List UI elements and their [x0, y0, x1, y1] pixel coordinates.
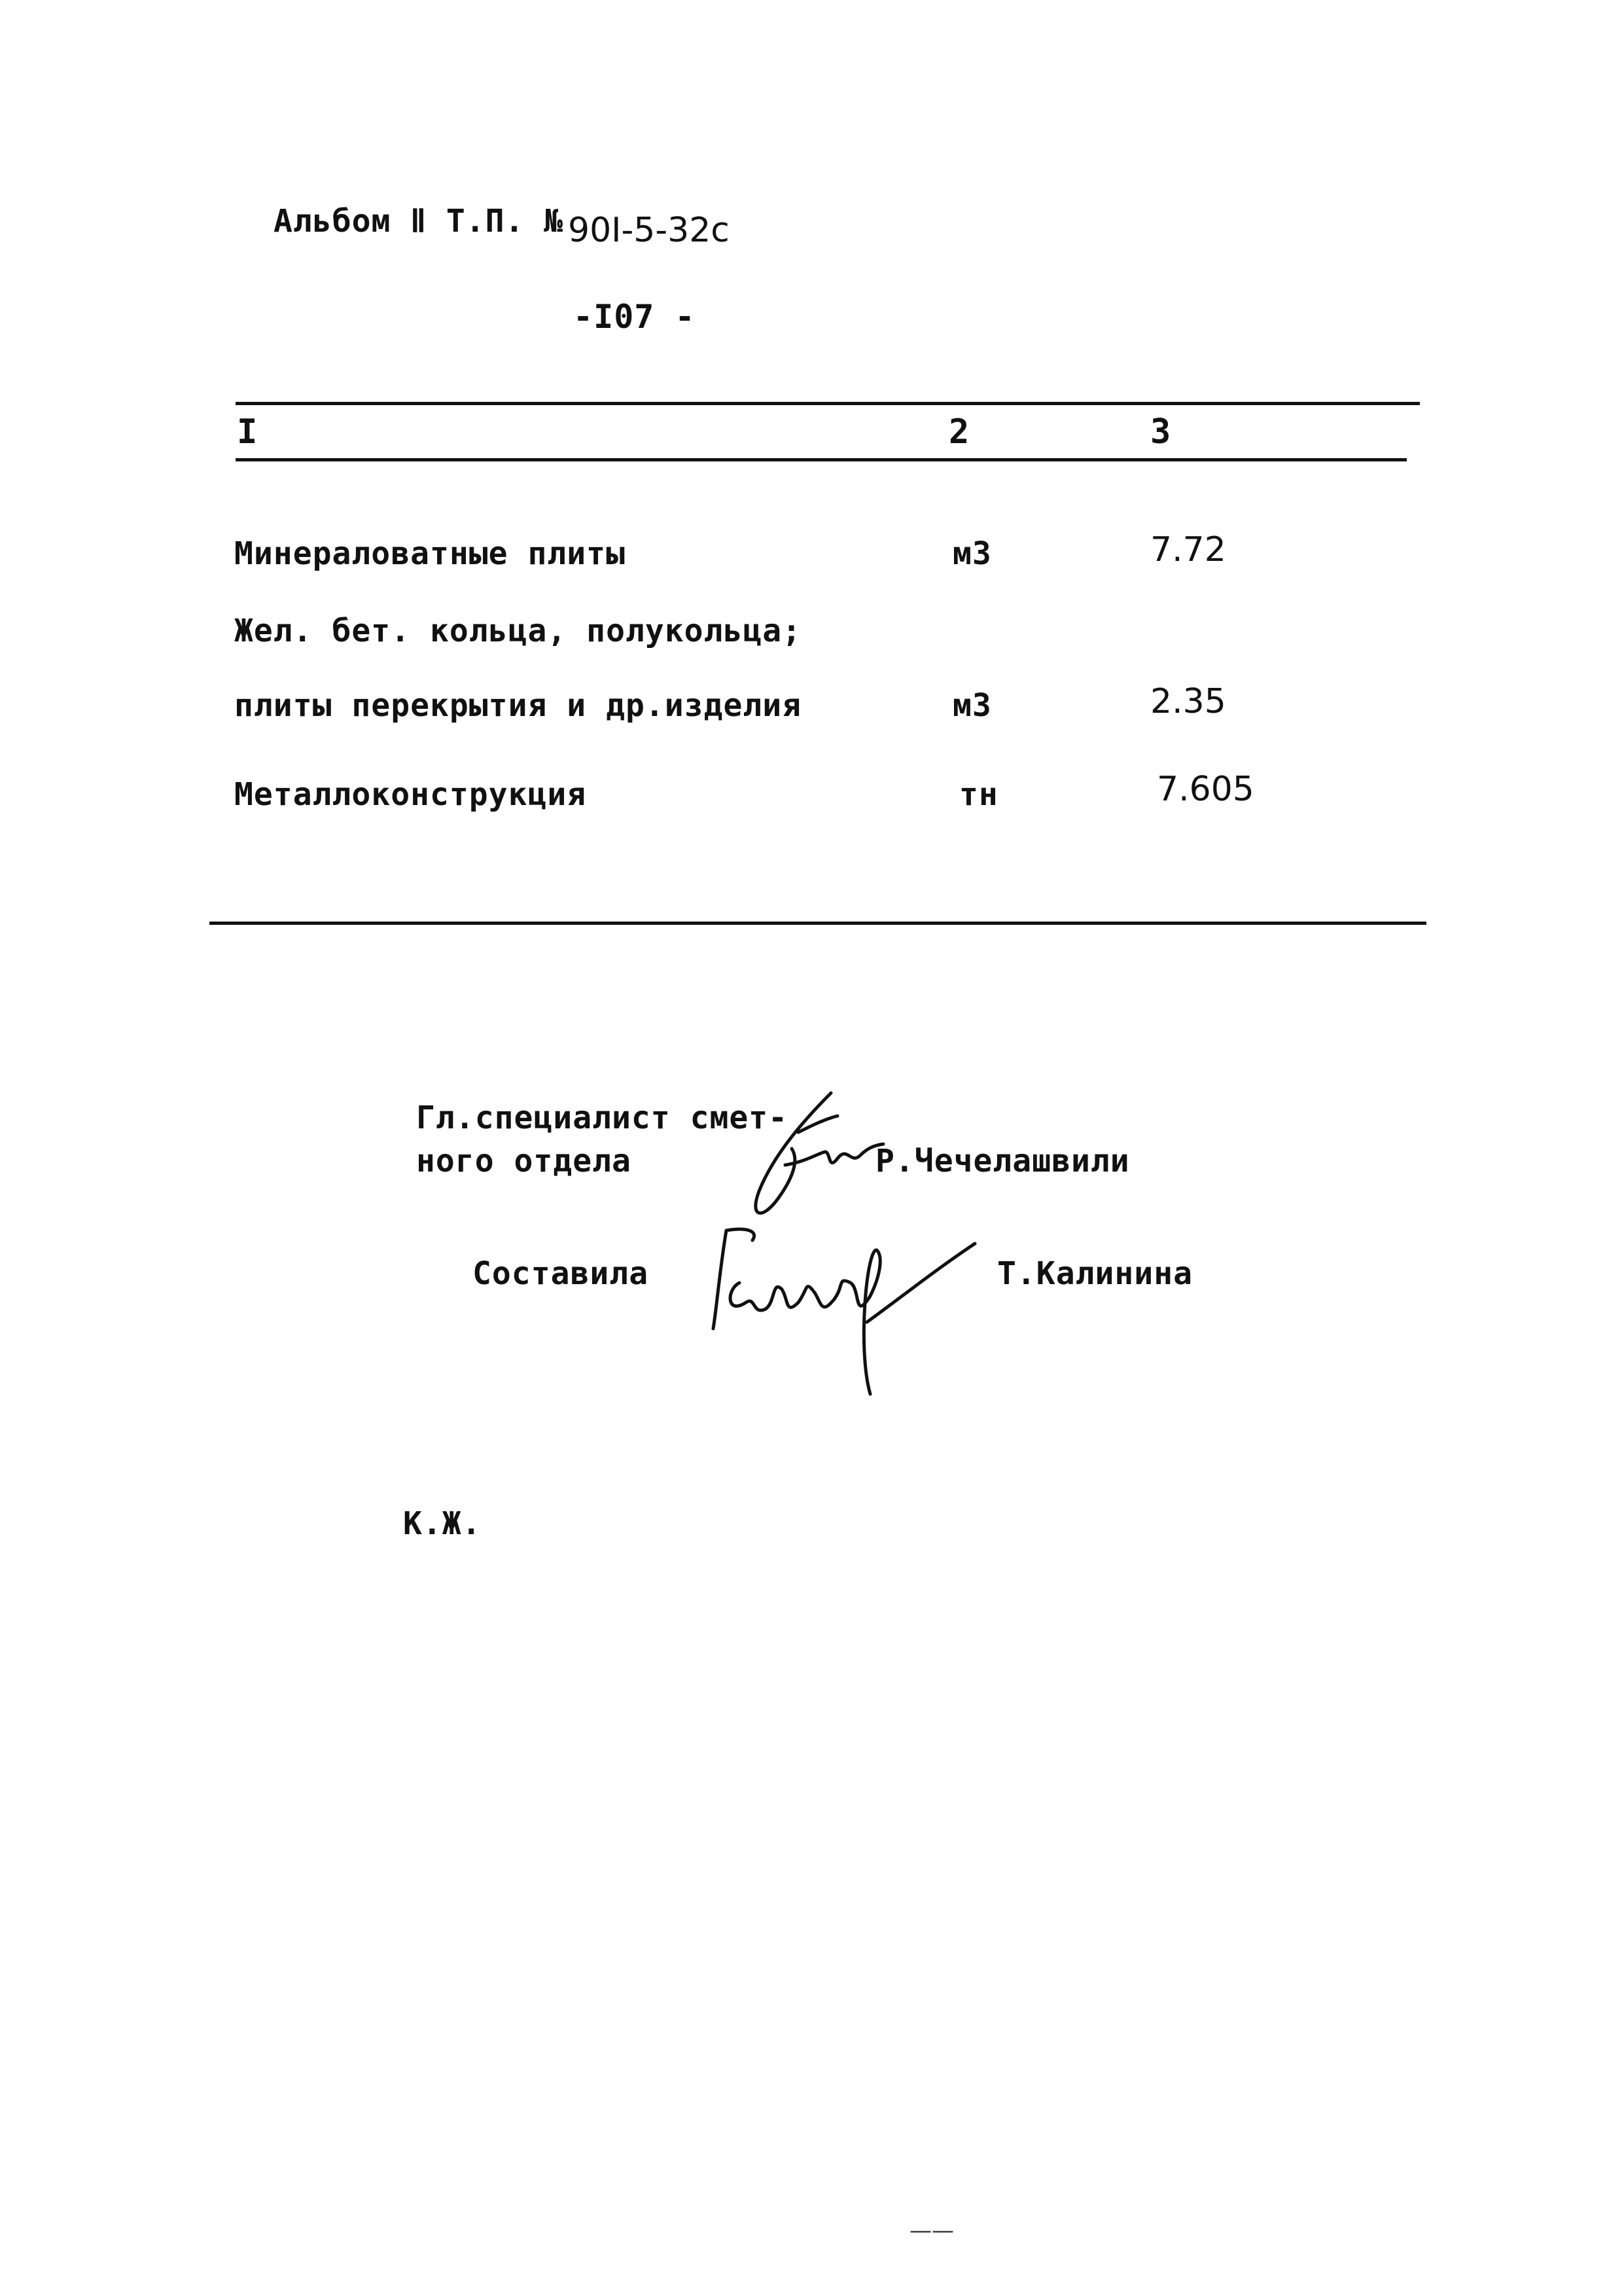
table-row-4-value: 7.605	[1157, 770, 1254, 809]
table-bottom-rule	[209, 922, 1426, 925]
table-row-3-value: 2.35	[1150, 682, 1226, 721]
page-number: -I07 -	[573, 298, 696, 336]
chief-title-line2: ного отдела	[416, 1143, 631, 1179]
column-header-2: 2	[949, 412, 970, 452]
album-label: Альбом Ⅱ Т.П. №	[274, 203, 564, 240]
table-header-rule	[236, 458, 1407, 461]
table-row-1-unit: м3	[953, 535, 992, 572]
column-header-3: 3	[1150, 412, 1172, 452]
table-top-rule	[236, 402, 1420, 405]
chief-name: Р.Чечелашвили	[875, 1143, 1130, 1179]
table-row-2-name: Жел. бет. кольца, полукольца;	[234, 613, 802, 649]
table-row-4-name: Металлоконструкция	[234, 776, 587, 813]
table-row-1-name: Минераловатные плиты	[234, 535, 626, 572]
footer-initials: К.Ж.	[403, 1505, 482, 1542]
table-row-1-value: 7.72	[1150, 530, 1226, 569]
table-row-3-name: плиты перекрытия и др.изделия	[234, 687, 802, 724]
project-number: 90I-5-32с	[568, 211, 730, 250]
column-header-1: I	[237, 412, 258, 452]
chief-signature	[700, 1086, 896, 1237]
compiler-name: Т.Калинина	[997, 1255, 1193, 1292]
compiler-signature	[700, 1217, 988, 1407]
table-row-3-unit: м3	[953, 687, 992, 724]
bottom-mark: ——	[909, 2217, 954, 2244]
chief-title-line1: Гл.специалист смет-	[416, 1100, 788, 1136]
table-row-4-unit: тн	[959, 776, 998, 813]
compiled-label: Составила	[472, 1255, 649, 1292]
